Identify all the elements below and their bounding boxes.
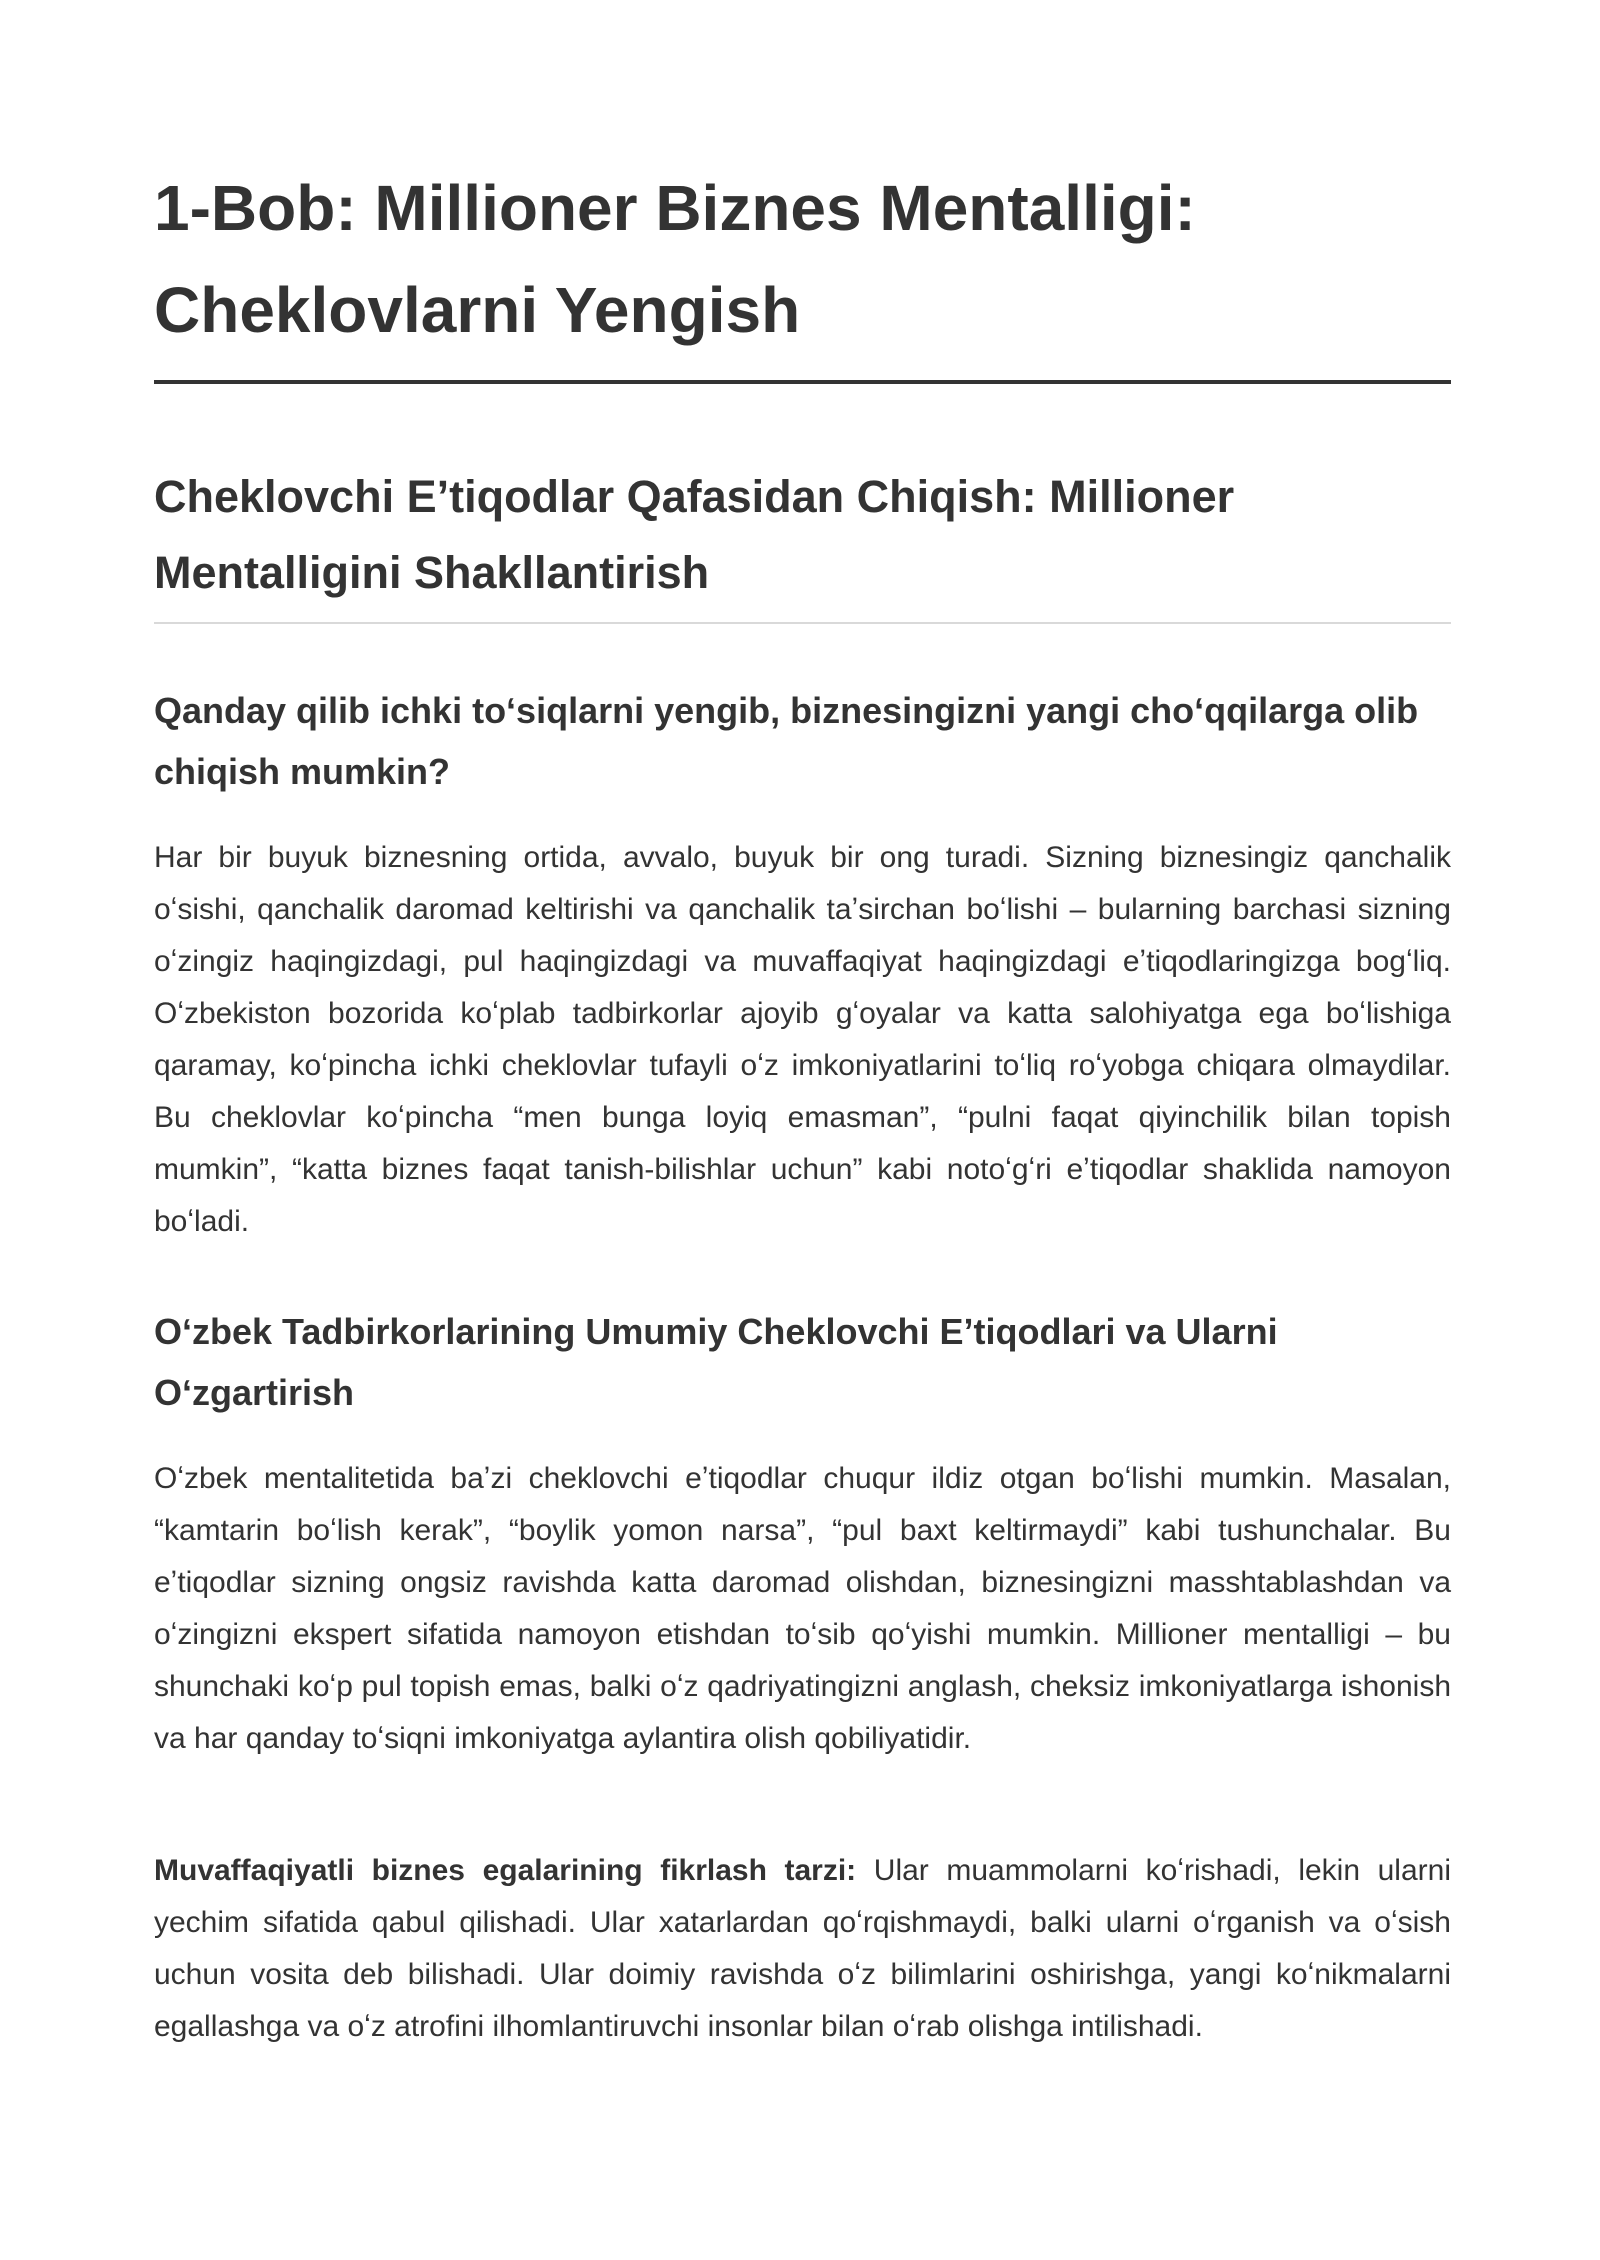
subsection-title-1: Qanday qilib ichki toʻsiqlarni yengib, biznesingizni yangi choʻqqilarga olib chiqish mumkin? [154,690,1419,792]
body-paragraph-3-text: Ular muammolarni koʻrishadi, lekin ularni yechim sifatida qabul qilishadi. Ular xatarlardan qoʻrqishmaydi, balki ularni oʻrganish va oʻsish uchun vosita deb bilishadi. Ular doimiy ravishda oʻz bilimlarini oshirishga, yangi koʻnikmalarni egallashga va oʻz atrofini ilhomlantiruvchi insonlar bilan oʻrab olishga intilishadi. [154,1854,1451,2043]
chapter-title-divider [154,380,1451,384]
subsection-title-2: Oʻzbek Tadbirkorlarining Umumiy Cheklovchi Eʼtiqodlari va Ularni Oʻzgartirish [154,1311,1278,1413]
body-paragraph-1: Har bir buyuk biznesning ortida, avvalo, buyuk bir ong turadi. Sizning biznesingiz qanchalik oʻsishi, qanchalik daromad keltirishi va qanchalik taʼsirchan boʻlishi – bularning barchasi sizning oʻzingiz haqingizdagi, pul haqingizdagi va muvaffaqiyat haqingizdagi eʼtiqodlaringizga bogʻliq. Oʻzbekiston bozorida koʻplab tadbirkorlar ajoyib gʻoyalar va katta salohiyatga ega boʻlishiga qaramay, koʻpincha ichki cheklovlar tufayli oʻz imkoniyatlarini toʻliq roʻyobga chiqara olmaydilar. Bu cheklovlar koʻpincha “men bunga loyiq emasman”, “pulni faqat qiyinchilik bilan topish mumkin”, “katta biznes faqat tanish-bilishlar uchun” kabi notoʻgʻri eʼtiqodlar shaklida namoyon boʻladi. [154,841,1451,1238]
section-title-divider [154,622,1451,624]
chapter-title: 1-Bob: Millioner Biznes Mentalligi: Cheklovlarni Yengish [154,172,1196,346]
section-title: Cheklovchi Eʼtiqodlar Qafasidan Chiqish: Millioner Mentalligini Shakllantirish [154,471,1235,598]
body-paragraph-2: Oʻzbek mentalitetida baʼzi cheklovchi eʼtiqodlar chuqur ildiz otgan boʻlishi mumkin. Masalan, “kamtarin boʻlish kerak”, “boylik yomon narsa”, “pul baxt keltirmaydi” kabi tushunchalar. Bu eʼtiqodlar sizning ongsiz ravishda katta daromad olishdan, biznesingizni masshtablashdan va oʻzingizni ekspert sifatida namoyon etishdan toʻsib qoʻyishi mumkin. Millioner mentalligi – bu shunchaki koʻp pul topish emas, balki oʻz qadriyatingizni anglash, cheksiz imkoniyatlarga ishonish va har qanday toʻsiqni imkoniyatga aylantira olish qobiliyatidir. [154,1462,1451,1755]
bold-lead-text: Muvaffaqiyatli biznes egalarining fikrlash tarzi: [154,1854,857,1887]
body-paragraph-3 [154,1845,1451,2053]
